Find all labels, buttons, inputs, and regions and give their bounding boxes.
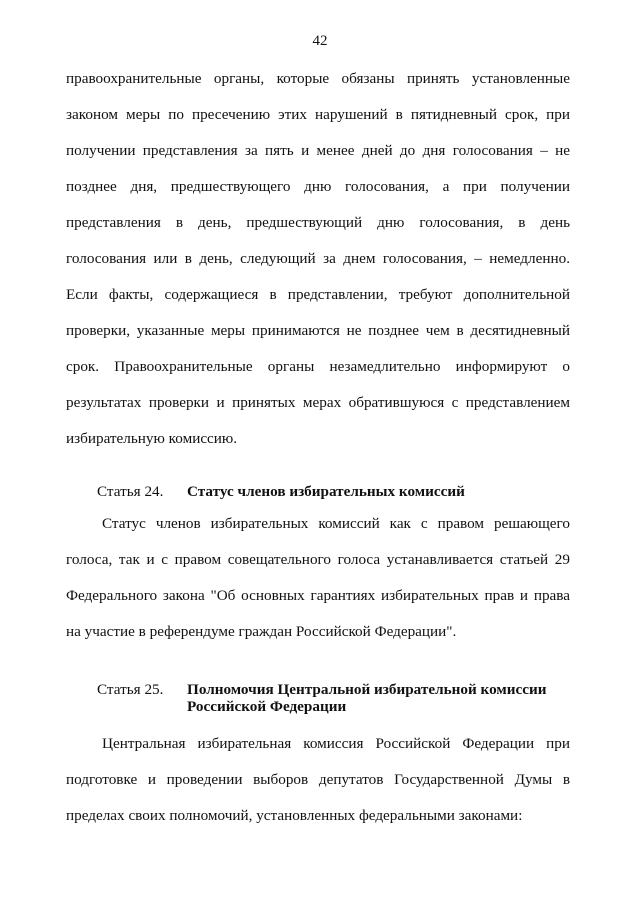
article-25-title: Полномочия Центральной избирательной комиссии Российской Федерации: [187, 681, 547, 715]
article-25-text: Центральная избирательная комиссия Российской Федерации при подготовке и проведении выборов депутатов Государственной Думы в пределах своих полномочий, установленных федеральными законами:: [66, 735, 570, 824]
article-25-heading: [97, 681, 567, 715]
article-24-title: Статус членов избирательных комиссий: [187, 483, 465, 500]
article-25-number: Статья 25.: [97, 681, 164, 698]
paragraph-continuation: правоохранительные органы, которые обязаны принять установленные законом меры по пресечению этих нарушений в пятидневный срок, при получении представления за пять и менее дней до дня голосования – не позднее дня, предшествующего дню голосования, а при получении представления в день, предшествующий дню голосования, в день голосования или в день, следующий за днем голосования, – немедленно. Если факты, содержащиеся в представлении, требуют дополнительной проверки, указанные меры принимаются не позднее чем в десятидневный срок. Правоохранительные органы незамедлительно информируют о результатах проверки и принятых мерах обратившуюся с представлением избирательную комиссию.: [66, 70, 570, 447]
page-number: 42: [312, 33, 328, 49]
article-24-text: Статус членов избирательных комиссий как с правом решающего голоса, так и с правом совещательного голоса устанавливается статьей 29 Федерального закона "Об основных гарантиях избирательных прав и права на участие в референдуме граждан Российской Федерации".: [66, 515, 570, 640]
article-24-number: Статья 24.: [97, 483, 164, 500]
article-24-heading: [97, 483, 567, 500]
